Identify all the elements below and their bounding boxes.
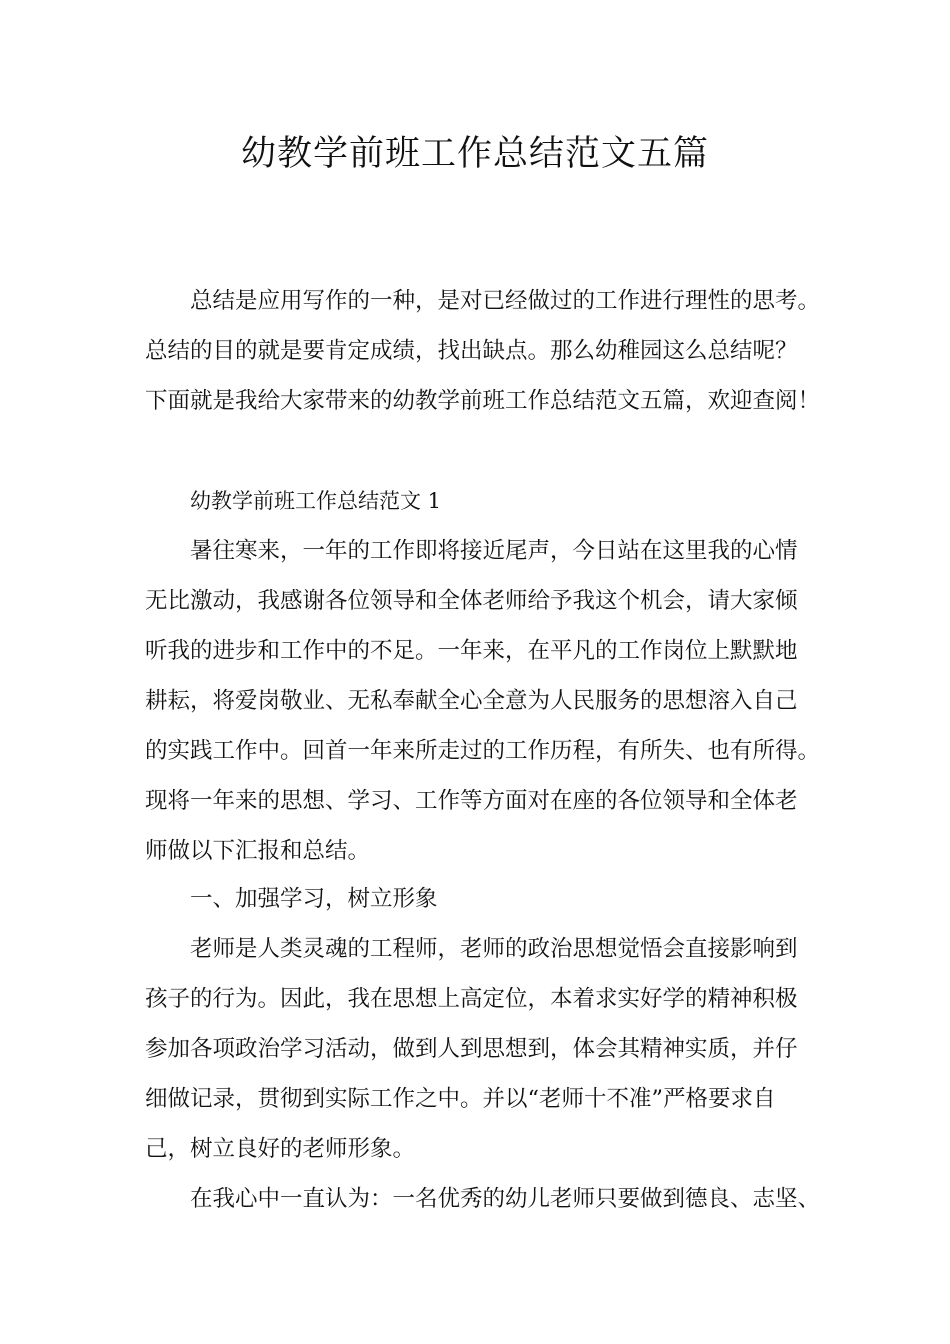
- paragraph1-line-7: 师做以下汇报和总结。: [145, 838, 371, 864]
- intro-line-3: 下面就是我给大家带来的幼教学前班工作总结范文五篇，欢迎查阅！: [145, 388, 821, 414]
- paragraph1-line-2: 无比激动，我感谢各位领导和全体老师给予我这个机会，请大家倾: [145, 588, 798, 614]
- paragraph1-line-3: 听我的进步和工作中的不足。一年来，在平凡的工作岗位上默默地: [145, 638, 798, 664]
- paragraph1-line-5: 的实践工作中。回首一年来所走过的工作历程，有所失、也有所得。: [145, 738, 821, 764]
- paragraph1-line-6: 现将一年来的思想、学习、工作等方面对在座的各位领导和全体老: [145, 788, 798, 814]
- paragraph1-line-4: 耕耘，将爱岗敬业、无私奉献全心全意为人民服务的思想溶入自己: [145, 688, 798, 714]
- section-heading: 幼教学前班工作总结范文 1: [190, 489, 442, 513]
- subheading-1: 一、加强学习，树立形象: [190, 886, 438, 912]
- intro-line-1: 总结是应用写作的一种，是对已经做过的工作进行理性的思考。: [190, 288, 821, 314]
- paragraph2-line-3: 参加各项政治学习活动，做到人到思想到，体会其精神实质，并仔: [145, 1036, 798, 1062]
- paragraph2-line-2: 孩子的行为。因此，我在思想上高定位，本着求实好学的精神积极: [145, 986, 798, 1012]
- document-title: 幼教学前班工作总结范文五篇: [240, 134, 709, 174]
- paragraph2-line-5: 己，树立良好的老师形象。: [145, 1136, 416, 1162]
- paragraph3-line-1: 在我心中一直认为：一名优秀的幼儿老师只要做到德良、志坚、: [190, 1186, 821, 1212]
- paragraph2-line-4: 细做记录，贯彻到实际工作之中。并以“老师十不准”严格要求自: [145, 1086, 776, 1112]
- paragraph2-line-1: 老师是人类灵魂的工程师，老师的政治思想觉悟会直接影响到: [190, 936, 798, 962]
- intro-line-2: 总结的目的就是要肯定成绩，找出缺点。那么幼稚园这么总结呢？: [145, 338, 798, 364]
- paragraph1-line-1: 暑往寒来，一年的工作即将接近尾声，今日站在这里我的心情: [190, 538, 798, 564]
